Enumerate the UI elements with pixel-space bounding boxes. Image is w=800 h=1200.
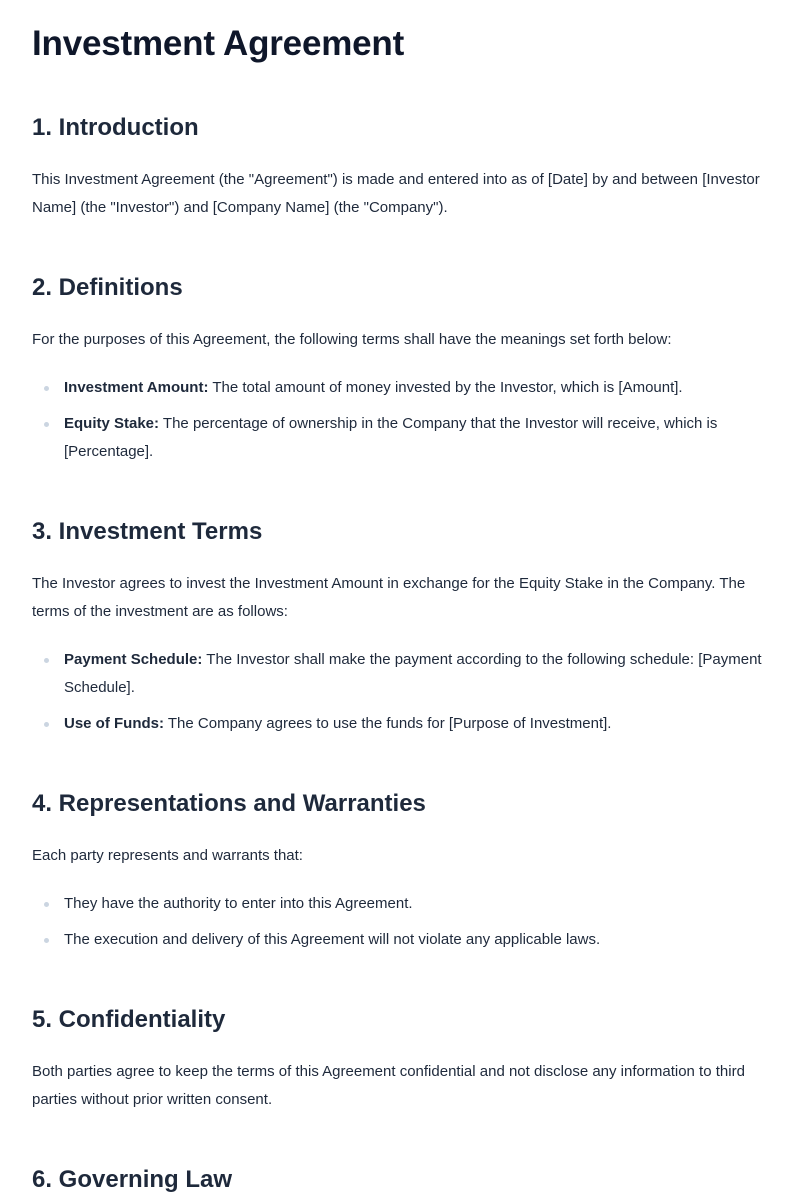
section-heading: 2. Definitions: [32, 274, 183, 301]
section-representations: [32, 788, 762, 962]
list-item: [32, 410, 762, 466]
section-confidentiality: [32, 1004, 762, 1114]
section-heading: 1. Introduction: [32, 114, 199, 141]
section-definitions: [32, 272, 762, 474]
section-paragraph: The Investor agrees to invest the Investment Amount in exchange for the Equity Stake in the Company. The terms of the investment are as follows:: [32, 575, 746, 620]
list-item-text: The execution and delivery of this Agreement will not violate any applicable laws.: [64, 931, 601, 948]
section-paragraph: Each party represents and warrants that:: [32, 847, 303, 864]
definitions-list: [32, 374, 762, 466]
section-heading: 3. Investment Terms: [32, 518, 263, 545]
section-investment-terms: [32, 516, 762, 746]
list-item: [32, 646, 762, 702]
section-heading: 5. Confidentiality: [32, 1006, 226, 1033]
bullet-icon: [44, 658, 49, 663]
bullet-icon: [44, 902, 49, 907]
section-paragraph: For the purposes of this Agreement, the following terms shall have the meanings set forth below:: [32, 331, 672, 348]
term-description: The percentage of ownership in the Company that the Investor will receive, which is [Percentage].: [64, 415, 718, 460]
term-label: Use of Funds:: [64, 715, 164, 732]
term-label: Payment Schedule:: [64, 651, 203, 668]
term-description: The Investor shall make the payment according to the following schedule: [Payment Schedule].: [64, 651, 762, 696]
list-item: [32, 926, 762, 954]
warranties-list: [32, 890, 762, 954]
list-item: [32, 710, 762, 738]
section-paragraph: Both parties agree to keep the terms of this Agreement confidential and not disclose any information to third parties without prior written consent.: [32, 1063, 745, 1108]
bullet-icon: [44, 422, 49, 427]
terms-list: [32, 646, 762, 738]
bullet-icon: [44, 722, 49, 727]
bullet-icon: [44, 938, 49, 943]
term-description: The Company agrees to use the funds for [Purpose of Investment].: [164, 715, 612, 732]
list-item-text: They have the authority to enter into this Agreement.: [64, 895, 413, 912]
section-introduction: [32, 112, 762, 222]
document-title: Investment Agreement: [32, 24, 405, 63]
term-description: The total amount of money invested by the Investor, which is [Amount].: [208, 379, 683, 396]
bullet-icon: [44, 386, 49, 391]
section-heading: 4. Representations and Warranties: [32, 790, 426, 817]
list-item: [32, 374, 762, 402]
section-paragraph: This Investment Agreement (the "Agreement") is made and entered into as of [Date] by and between [Investor Name] (the "Investor") and [Company Name] (the "Company").: [32, 171, 760, 216]
section-heading: 6. Governing Law: [32, 1166, 233, 1193]
term-label: Equity Stake:: [64, 415, 160, 432]
term-label: Investment Amount:: [64, 379, 209, 396]
list-item: [32, 890, 762, 918]
section-governing-law: [32, 1164, 762, 1196]
